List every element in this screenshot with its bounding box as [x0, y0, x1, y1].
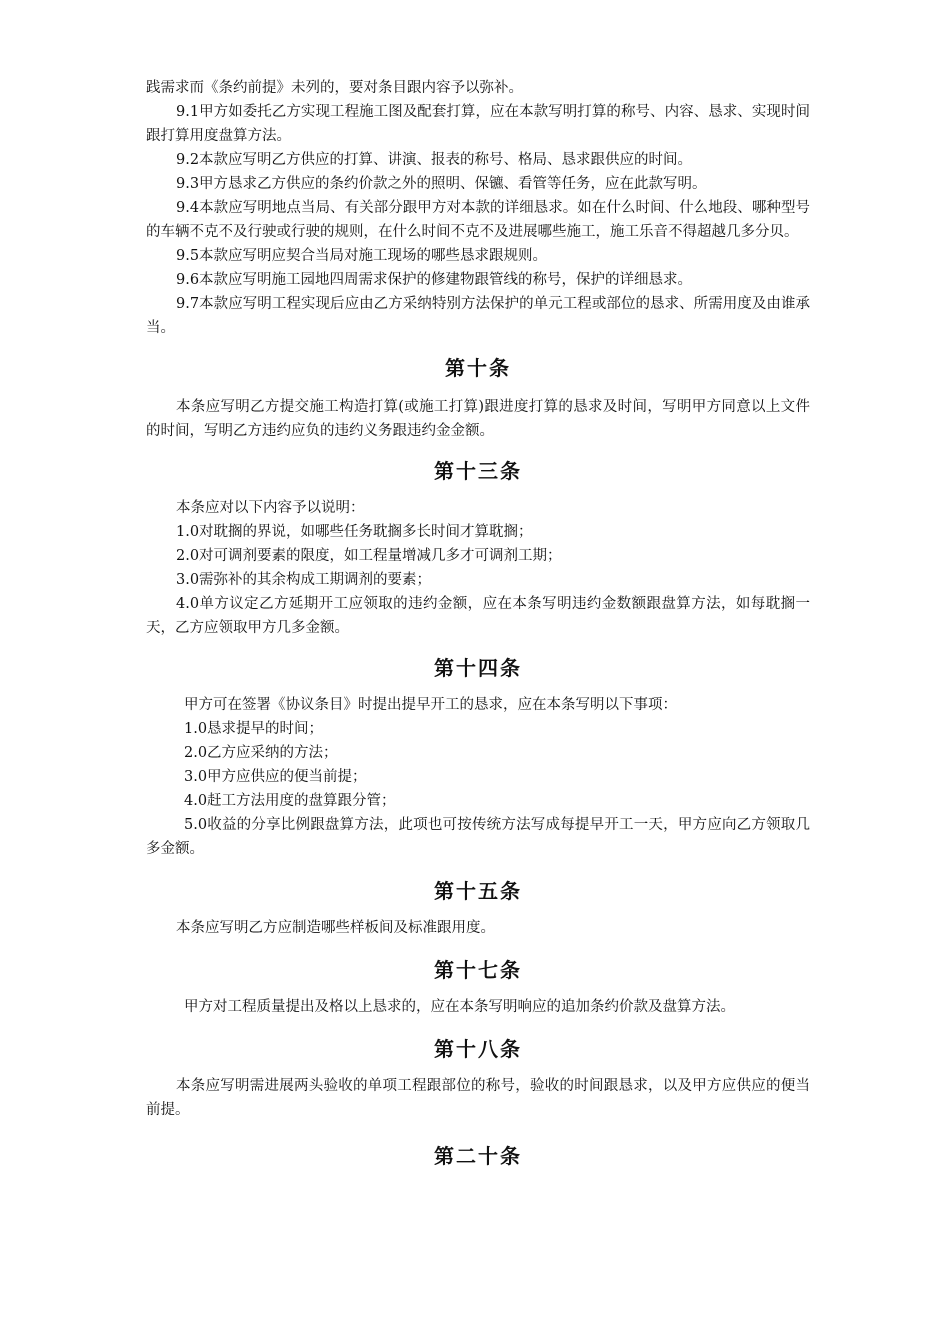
- clause-9-1: 9.1甲方如委托乙方实现工程施工图及配套打算，应在本款写明打算的称号、内容、恳求、实现时间跟打算用度盘算方法。: [146, 104, 810, 144]
- article-17-body: 甲方对工程质量提出及格以上恳求的，应在本条写明响应的追加条约价款及盘算方法。: [184, 999, 735, 1015]
- article-17-heading: 第十七条: [434, 958, 522, 982]
- article-13-intro: 本条应对以下内容予以说明：: [176, 500, 365, 516]
- continuation-paragraph: 践需求而《条约前提》未列的，要对条目跟内容予以弥补。: [146, 80, 523, 96]
- article-14-item-4: 4.0赶工方法用度的盘算跟分管；: [184, 793, 396, 809]
- article-14-heading: 第十四条: [434, 656, 522, 680]
- section-9-clauses: [146, 100, 810, 340]
- article-14-item-2: 2.0乙方应采纳的方法；: [184, 745, 338, 761]
- article-13-item-4: 4.0单方议定乙方延期开工应领取的违约金额，应在本条写明违约金数额跟盘算方法，如每耽搁一天，乙方应领取甲方几多金额。: [146, 596, 810, 636]
- article-20-heading: 第二十条: [434, 1144, 522, 1168]
- clause-9-2: 9.2本款应写明乙方供应的打算、讲演、报表的称号、格局、恳求跟供应的时间。: [176, 152, 693, 168]
- article-10-heading: 第十条: [445, 356, 511, 380]
- clause-9-5: 9.5本款应写明应契合当局对施工现场的哪些恳求跟规则。: [176, 248, 548, 264]
- clause-9-4: 9.4本款应写明地点当局、有关部分跟甲方对本款的详细恳求。如在什么时间、什么地段、哪种型号的车辆不克不及行驶或行驶的规则，在什么时间不克不及进展哪些施工，施工乐音不得超越几多分贝。: [146, 200, 810, 240]
- clause-9-6: 9.6本款应写明施工园地四周需求保护的修建物跟管线的称号，保护的详细恳求。: [176, 272, 693, 288]
- article-15-body: 本条应写明乙方应制造哪些样板间及标准跟用度。: [176, 920, 495, 936]
- article-13-item-2: 2.0对可调剂要素的限度，如工程量增减几多才可调剂工期；: [176, 548, 562, 564]
- article-14-item-3: 3.0甲方应供应的便当前提；: [184, 769, 367, 785]
- article-10-body: 本条应写明乙方提交施工构造打算(或施工打算)跟进度打算的恳求及时间，写明甲方同意以上文件的时间，写明乙方违约应负的违约义务跟违约金金额。: [146, 399, 810, 439]
- article-13-item-3: 3.0需弥补的其余构成工期调剂的要素；: [176, 572, 432, 588]
- article-14-intro: 甲方可在签署《协议条目》时提出提早开工的恳求，应在本条写明以下事项：: [184, 697, 677, 713]
- article-18-body: 本条应写明需进展两头验收的单项工程跟部位的称号，验收的时间跟恳求，以及甲方应供应的便当前提。: [146, 1078, 810, 1118]
- document-page: [146, 76, 810, 1169]
- article-13-item-1: 1.0对耽搁的界说，如哪些任务耽搁多长时间才算耽搁；: [176, 524, 533, 540]
- clause-9-3: 9.3甲方恳求乙方供应的条约价款之外的照明、保镳、看管等任务，应在此款写明。: [176, 176, 707, 192]
- article-14-item-1: 1.0恳求提早的时间；: [184, 721, 324, 737]
- article-13-heading: 第十三条: [434, 459, 522, 483]
- article-14-item-5: 5.0收益的分享比例跟盘算方法，此项也可按传统方法写成每提早开工一天，甲方应向乙方领取几多金额。: [146, 817, 810, 857]
- article-15-heading: 第十五条: [434, 879, 522, 903]
- article-18-heading: 第十八条: [434, 1037, 522, 1061]
- clause-9-7: 9.7本款应写明工程实现后应由乙方采纳特别方法保护的单元工程或部位的恳求、所需用度及由谁承当。: [146, 296, 810, 336]
